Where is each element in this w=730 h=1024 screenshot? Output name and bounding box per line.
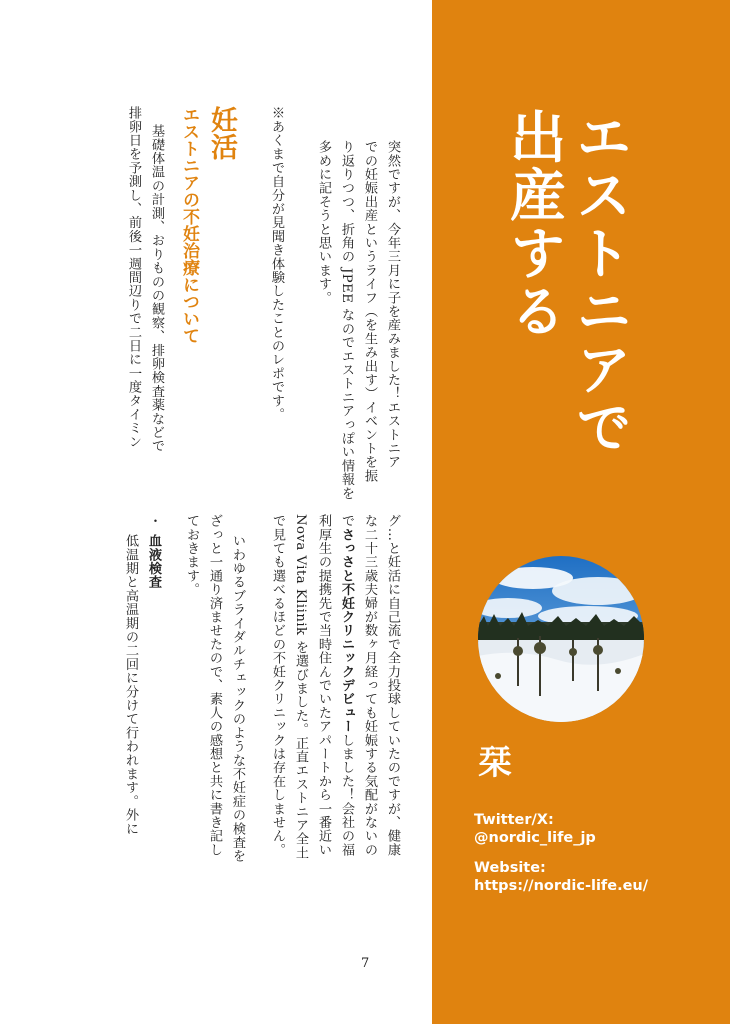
paragraph1-line-5: [335, 514, 357, 857]
website-link[interactable]: https://nordic-life.eu/: [474, 878, 649, 894]
title-line-2: 出産する: [501, 108, 566, 340]
paragraph2-line-1: いわゆるブライダルチェックのような不妊症の検査を: [230, 534, 245, 863]
paragraph1-line-6: 利厚生の提携先で当時住んでいたアパートから一番近い: [316, 514, 331, 857]
intro-line-2: での妊娠出産というライフ（を生み出す）イベントを振: [362, 140, 377, 483]
website-label: Website:: [474, 860, 546, 876]
bullet-blood-test: [142, 514, 164, 589]
twitter-handle[interactable]: @nordic_life_jp: [474, 830, 596, 846]
section-subheading: エストニアの不妊治療について: [179, 106, 199, 344]
paragraph1-line-4: な二十三歳夫婦が数ヶ月経っても妊娠する気配がないの: [362, 514, 377, 857]
intro-line-1: 突然ですが、今年三月に子を産みました！エストニア: [385, 140, 400, 469]
paragraph1-line-5-post: しました！会社の福: [339, 733, 354, 857]
bullet-marker: ・: [146, 514, 161, 528]
intro-note: ※あくまで自分が見聞き体験したことのレポです。: [269, 106, 284, 422]
bullet-text: 低温期と高温期の二回に分けて行われます。外に: [123, 534, 138, 836]
paragraph1-line-7: Nova Vita Kliinik を選びました。正直エストニア全土: [293, 514, 308, 860]
paragraph2-line-3: ておきます。: [184, 514, 199, 597]
intro-line-4: 多めに記そうと思います。: [316, 140, 331, 305]
snowy-landscape-photo: [478, 556, 644, 722]
emphasis-clinic-debut: さっさと不妊クリニックデビュー: [339, 527, 354, 734]
paragraph1-line-2: 排卵日を予測し、前後一週間辺りで二日に一度タイミン: [126, 106, 141, 449]
twitter-label: Twitter/X:: [474, 812, 554, 828]
title-line-1: エストニアで: [567, 108, 632, 456]
section-heading: 妊活: [206, 106, 237, 160]
main-title: [500, 108, 632, 468]
intro-line-3: り返りつつ、折角の JPEE なのでエストニアっぽい情報を: [339, 140, 354, 500]
author-photo: [478, 556, 644, 722]
paragraph1-line-1: 基礎体温の計測、おりものの観察、排卵検査薬などで: [149, 124, 164, 453]
paragraph2-line-2: ざっと一通り済ませたので、素人の感想と共に書き記し: [207, 514, 222, 857]
paragraph1-line-8: で見ても選べるほどの不妊クリニックは存在しません。: [270, 514, 285, 857]
page-number: 7: [361, 956, 370, 971]
author-name: 栞: [478, 743, 512, 783]
bullet-title: 血液検査: [146, 533, 161, 589]
paragraph1-line-5-pre: で: [339, 514, 354, 528]
paragraph1-line-3: グ…と妊活に自己流で全力投球していたのですが、健康: [385, 514, 400, 857]
